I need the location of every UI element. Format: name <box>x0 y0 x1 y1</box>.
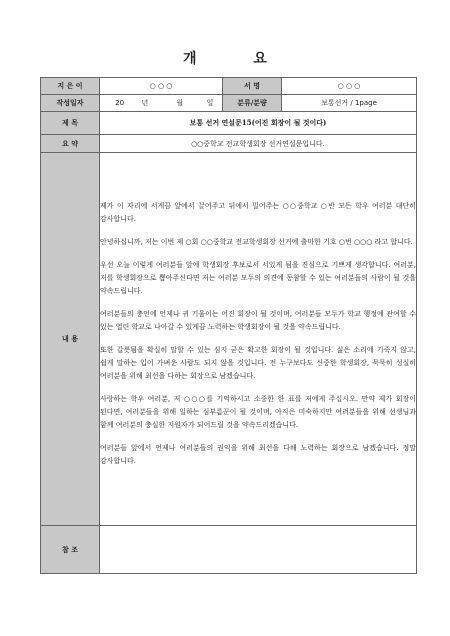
date-year: 20 <box>115 99 125 107</box>
document-title: 개 요 <box>183 51 293 67</box>
content-paragraph: 안녕하십니까, 저는 이번 제 ○회 ○○중학교 전교학생회장 선거에 출마한 기호 ○번 ○○○ 라고 합니다. <box>100 238 413 246</box>
content-paragraph: 우선 오늘 이렇게 여러분들 앞에 학생회장 후보로서 서있게 됨을 진심으로 기쁘게 생각합니다. 여러분, 저를 학생회장으로 뽑아주신다면 저는 여러분 모두의 의견에 동참할 수 있는 여러분들의 사람이 될 것을 약속드립니다. <box>100 261 416 295</box>
content-paragraph: 제가 이 자리에 서게끔 앞에서 끌어주고 뒤에서 밀어주는 ○○중학교 ○반 모든 학우 여러분 대단히 감사합니다. <box>100 202 416 223</box>
author-label: 지 은 이 <box>41 78 100 95</box>
content-label: 내 용 <box>41 153 100 526</box>
reference-label: 참 조 <box>41 526 100 574</box>
author-row <box>41 78 417 95</box>
summary-form-table <box>40 77 417 574</box>
content-body <box>100 153 417 526</box>
content-row <box>41 153 417 526</box>
date-value <box>100 95 223 112</box>
date-day-unit: 일 <box>206 99 214 107</box>
author-value: ○ ○ ○ <box>100 78 223 95</box>
category-label: 분류/분량 <box>223 95 282 112</box>
date-label: 작성일자 <box>41 95 100 112</box>
subject-value: 보통 선거 연설문15(어진 회장이 될 것이다) <box>100 112 417 135</box>
date-row <box>41 95 417 112</box>
summary-row <box>41 135 417 153</box>
content-paragraph: 여러분들의 충언에 언제나 귀 기울이는 어진 회장이 될 것이며, 여러분들 모두가 학교 행정에 관여할 수 있는 열린 학교로 나아갈 수 있게끔 노력하는 학생회장이 될 것을 약속드립니다. <box>100 310 416 331</box>
content-paragraph: 또한 갈릇됨을 확실히 말할 수 있는 심지 굳은 확고한 회장이 될 것입니다. 싫은 소리에 기죽지 않고, 쉽게 말하는 입이 가벼운 사람도 되지 않을 것입니다. 전 누구보다도 신중한 학생회장, 묵묵히 성실히 여러분을 위해 최선을 다하는 회장으로 남겠습니다. <box>100 346 416 380</box>
content-paragraph: 사랑하는 학우 여러분, 저 ○○○를 기억하시고 소중한 한 표를 저에게 주십시오. 만약 제가 회장이 된다면, 여러분들을 위해 일하는 심부름꾼이 될 것이며, 아직은 미숙하지만 여러분들을 위해 선생님과 함께 여러분의 충실한 지원자가 되어드릴 것을 약속드리겠습니다. <box>100 395 416 429</box>
category-value: 보통선거 / 1page <box>282 95 417 112</box>
signature-value: ○ ○ ○ <box>282 78 417 95</box>
signature-label: 서 명 <box>223 78 282 95</box>
subject-label: 제 목 <box>41 112 100 135</box>
reference-value <box>100 526 417 574</box>
summary-label: 요 약 <box>41 135 100 153</box>
summary-value: ○○중학교 전교학생회장 선거연설문입니다. <box>100 135 417 153</box>
reference-row <box>41 526 417 574</box>
subject-row <box>41 112 417 135</box>
content-paragraph: 여러분들 앞에서 언제나 여러분들의 권익을 위해 최선을 다해 노력하는 회장으로 남겠습니다. 정말 감사합니다. <box>100 444 416 465</box>
date-month-unit: 월 <box>176 99 184 107</box>
date-year-unit: 년 <box>141 99 149 107</box>
